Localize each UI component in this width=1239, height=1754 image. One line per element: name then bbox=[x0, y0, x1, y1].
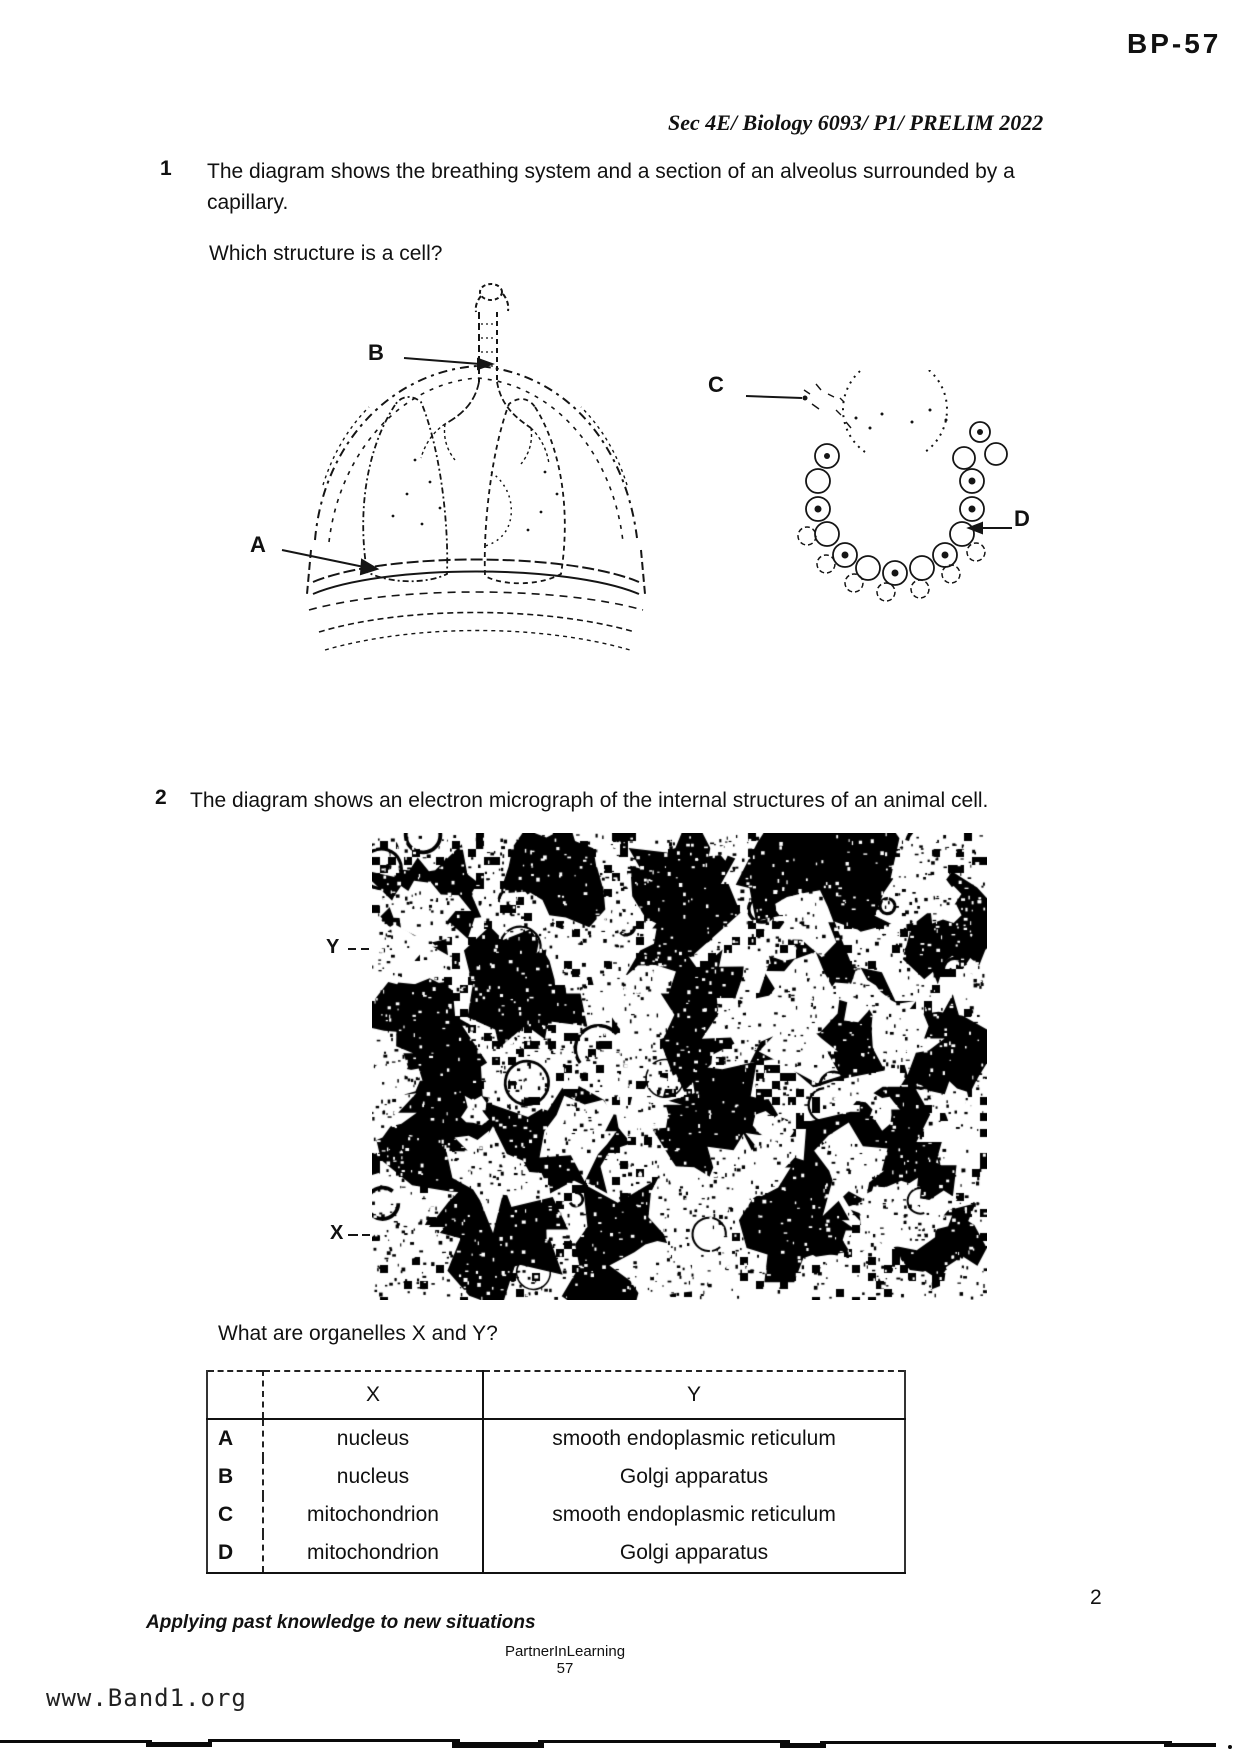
option-letter: A bbox=[207, 1419, 263, 1458]
table-row bbox=[207, 1534, 905, 1573]
option-x-value: mitochondrion bbox=[263, 1496, 483, 1534]
footer-partner-block bbox=[380, 1643, 750, 1677]
exam-header: Sec 4E/ Biology 6093/ P1/ PRELIM 2022 bbox=[668, 110, 1044, 135]
alveolus-capillary-diagram bbox=[790, 370, 1045, 625]
option-letter: D bbox=[207, 1534, 263, 1573]
label-d: D bbox=[1014, 506, 1030, 531]
label-x: X bbox=[330, 1222, 344, 1244]
footer-note: Applying past knowledge to new situations bbox=[146, 1612, 536, 1633]
page-code: BP-57 bbox=[1127, 28, 1222, 59]
alveolar-speckles bbox=[392, 459, 559, 532]
option-x-value: nucleus bbox=[263, 1419, 483, 1458]
page-number: 2 bbox=[1090, 1586, 1102, 1609]
option-y-value: Golgi apparatus bbox=[619, 1465, 769, 1488]
label-c: C bbox=[708, 372, 724, 397]
cell-nuclei-dots bbox=[815, 409, 984, 577]
label-y: Y bbox=[326, 936, 340, 958]
question-2-prompt: What are organelles X and Y? bbox=[218, 1322, 498, 1345]
question-2-text: The diagram shows an electron micrograph of the internal structures of an animal cell. bbox=[190, 789, 989, 812]
table-row bbox=[207, 1458, 905, 1496]
table-header-x: X bbox=[263, 1371, 483, 1419]
question-1-text: The diagram shows the breathing system and a section of an alveolus surrounded by a capillary. bbox=[207, 160, 1015, 214]
question-1-prompt: Which structure is a cell? bbox=[209, 242, 443, 265]
question-2-number: 2 bbox=[155, 786, 167, 809]
option-y-value: smooth endoplasmic reticulum bbox=[552, 1503, 836, 1526]
table-corner-cell bbox=[207, 1371, 263, 1419]
electron-micrograph-image bbox=[372, 833, 987, 1300]
option-x-value: mitochondrion bbox=[263, 1534, 483, 1573]
breathing-system-diagram bbox=[295, 280, 655, 675]
option-y-value: Golgi apparatus bbox=[619, 1541, 769, 1564]
table-header-row bbox=[207, 1371, 905, 1419]
table-row bbox=[207, 1496, 905, 1534]
label-b: B bbox=[368, 340, 384, 365]
option-x-value: nucleus bbox=[263, 1458, 483, 1496]
label-a: A bbox=[250, 532, 266, 557]
option-letter: C bbox=[207, 1496, 263, 1534]
table-header-y: Y bbox=[483, 1371, 905, 1419]
footer-partner: PartnerInLearning bbox=[504, 1643, 626, 1660]
table-row bbox=[207, 1419, 905, 1458]
answer-table bbox=[206, 1370, 906, 1574]
question-1-number: 1 bbox=[160, 157, 172, 180]
option-letter: B bbox=[207, 1458, 263, 1496]
footer-partner-page: 57 bbox=[556, 1660, 574, 1677]
option-y-value: smooth endoplasmic reticulum bbox=[552, 1427, 836, 1450]
scan-artifact-line bbox=[0, 1730, 1239, 1754]
footer-site: www.Band1.org bbox=[46, 1684, 247, 1712]
